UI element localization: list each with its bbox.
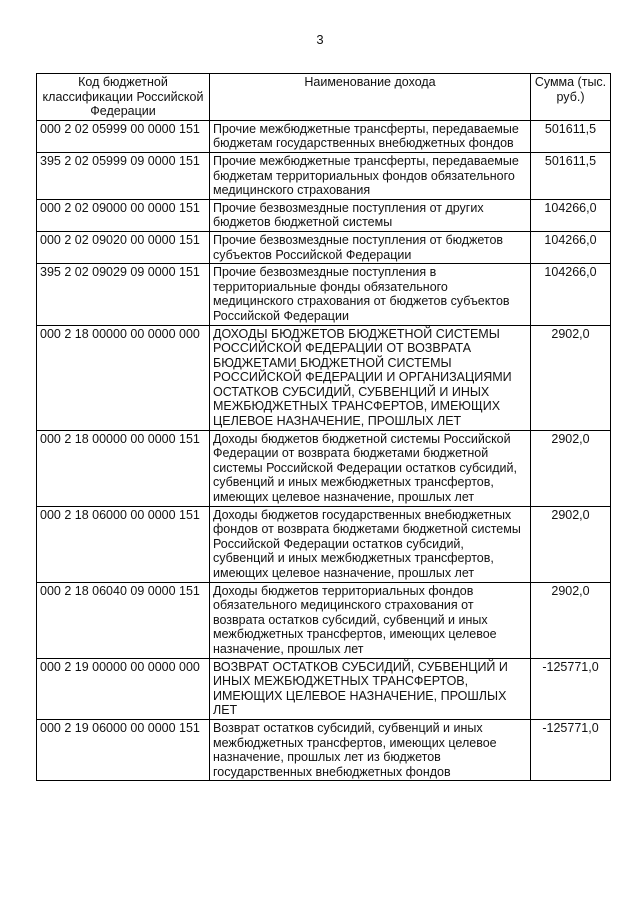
table-row <box>37 719 611 780</box>
header-name: Наименование дохода <box>210 74 531 121</box>
table-row <box>37 152 611 199</box>
budget-code-cell: 000 2 19 00000 00 0000 000 <box>37 658 210 719</box>
amount-cell: 104266,0 <box>531 199 611 231</box>
amount-cell: 2902,0 <box>531 582 611 658</box>
budget-code-cell: 000 2 19 06000 00 0000 151 <box>37 719 210 780</box>
budget-code-cell: 395 2 02 09029 09 0000 151 <box>37 264 210 325</box>
revenue-name-cell: ДОХОДЫ БЮДЖЕТОВ БЮДЖЕТНОЙ СИСТЕМЫ РОССИЙСКОЙ ФЕДЕРАЦИИ ОТ ВОЗВРАТА БЮДЖЕТАМИ БЮДЖЕТНОЙ СИСТЕМЫ РОССИЙСКОЙ ФЕДЕРАЦИИ И ОРГАНИЗАЦИЯМИ ОСТАТКОВ СУБСИДИЙ, СУБВЕНЦИЙ И ИНЫХ МЕЖБЮДЖЕТНЫХ ТРАНСФЕРТОВ, ИМЕЮЩИХ ЦЕЛЕВОЕ НАЗНАЧЕНИЕ, ПРОШЛЫХ ЛЕТ <box>210 325 531 430</box>
table-row <box>37 430 611 506</box>
revenue-name-cell: Прочие безвозмездные поступления от бюджетов субъектов Российской Федерации <box>210 231 531 263</box>
table-row <box>37 658 611 719</box>
budget-code-cell: 000 2 18 00000 00 0000 000 <box>37 325 210 430</box>
revenue-name-cell: Прочие межбюджетные трансферты, передаваемые бюджетам государственных внебюджетных фондов <box>210 120 531 152</box>
table-header-row <box>37 74 611 121</box>
budget-code-cell: 000 2 02 05999 00 0000 151 <box>37 120 210 152</box>
budget-code-cell: 000 2 02 09000 00 0000 151 <box>37 199 210 231</box>
revenue-table <box>36 73 611 781</box>
revenue-name-cell: Прочие безвозмездные поступления от других бюджетов бюджетной системы <box>210 199 531 231</box>
table-row <box>37 264 611 325</box>
budget-code-cell: 000 2 18 00000 00 0000 151 <box>37 430 210 506</box>
budget-code-cell: 000 2 18 06000 00 0000 151 <box>37 506 210 582</box>
revenue-name-cell: Возврат остатков субсидий, субвенций и иных межбюджетных трансфертов, имеющих целевое назначение, прошлых лет из бюджетов государственных внебюджетных фондов <box>210 719 531 780</box>
amount-cell: 2902,0 <box>531 430 611 506</box>
header-amount: Сумма (тыс. руб.) <box>531 74 611 121</box>
amount-cell: 104266,0 <box>531 264 611 325</box>
page-number: 3 <box>316 32 324 47</box>
amount-cell: 2902,0 <box>531 325 611 430</box>
table-row <box>37 506 611 582</box>
amount-cell: 2902,0 <box>531 506 611 582</box>
revenue-name-cell: Доходы бюджетов государственных внебюджетных фондов от возврата бюджетами бюджетной системы Российской Федерации остатков субсидий, субвенций и иных межбюджетных трансфертов, имеющих целевое назначение, прошлых лет <box>210 506 531 582</box>
budget-code-cell: 000 2 02 09020 00 0000 151 <box>37 231 210 263</box>
table-row <box>37 325 611 430</box>
revenue-name-cell: Прочие межбюджетные трансферты, передаваемые бюджетам территориальных фондов обязательного медицинского страхования <box>210 152 531 199</box>
revenue-name-cell: Доходы бюджетов территориальных фондов обязательного медицинского страхования от возврата остатков субсидий, субвенций и иных межбюджетных трансфертов, имеющих целевое назначение, прошлых лет <box>210 582 531 658</box>
revenue-name-cell: Прочие безвозмездные поступления в территориальные фонды обязательного медицинского страхования от бюджетов субъектов Российской Федерации <box>210 264 531 325</box>
table-row <box>37 120 611 152</box>
table-row <box>37 582 611 658</box>
revenue-name-cell: Доходы бюджетов бюджетной системы Российской Федерации от возврата бюджетами бюджетной системы Российской Федерации остатков субсидий, субвенций и иных межбюджетных трансфертов, имеющих целевое назначение, прошлых лет <box>210 430 531 506</box>
budget-code-cell: 395 2 02 05999 09 0000 151 <box>37 152 210 199</box>
budget-code-cell: 000 2 18 06040 09 0000 151 <box>37 582 210 658</box>
revenue-name-cell: ВОЗВРАТ ОСТАТКОВ СУБСИДИЙ, СУБВЕНЦИЙ И ИНЫХ МЕЖБЮДЖЕТНЫХ ТРАНСФЕРТОВ, ИМЕЮЩИХ ЦЕЛЕВОЕ НАЗНАЧЕНИЕ, ПРОШЛЫХ ЛЕТ <box>210 658 531 719</box>
amount-cell: 104266,0 <box>531 231 611 263</box>
amount-cell: 501611,5 <box>531 120 611 152</box>
amount-cell: -125771,0 <box>531 658 611 719</box>
table-row <box>37 231 611 263</box>
amount-cell: 501611,5 <box>531 152 611 199</box>
table-row <box>37 199 611 231</box>
amount-cell: -125771,0 <box>531 719 611 780</box>
table-body <box>37 120 611 781</box>
header-code: Код бюджетной классификации Российской Федерации <box>37 74 210 121</box>
